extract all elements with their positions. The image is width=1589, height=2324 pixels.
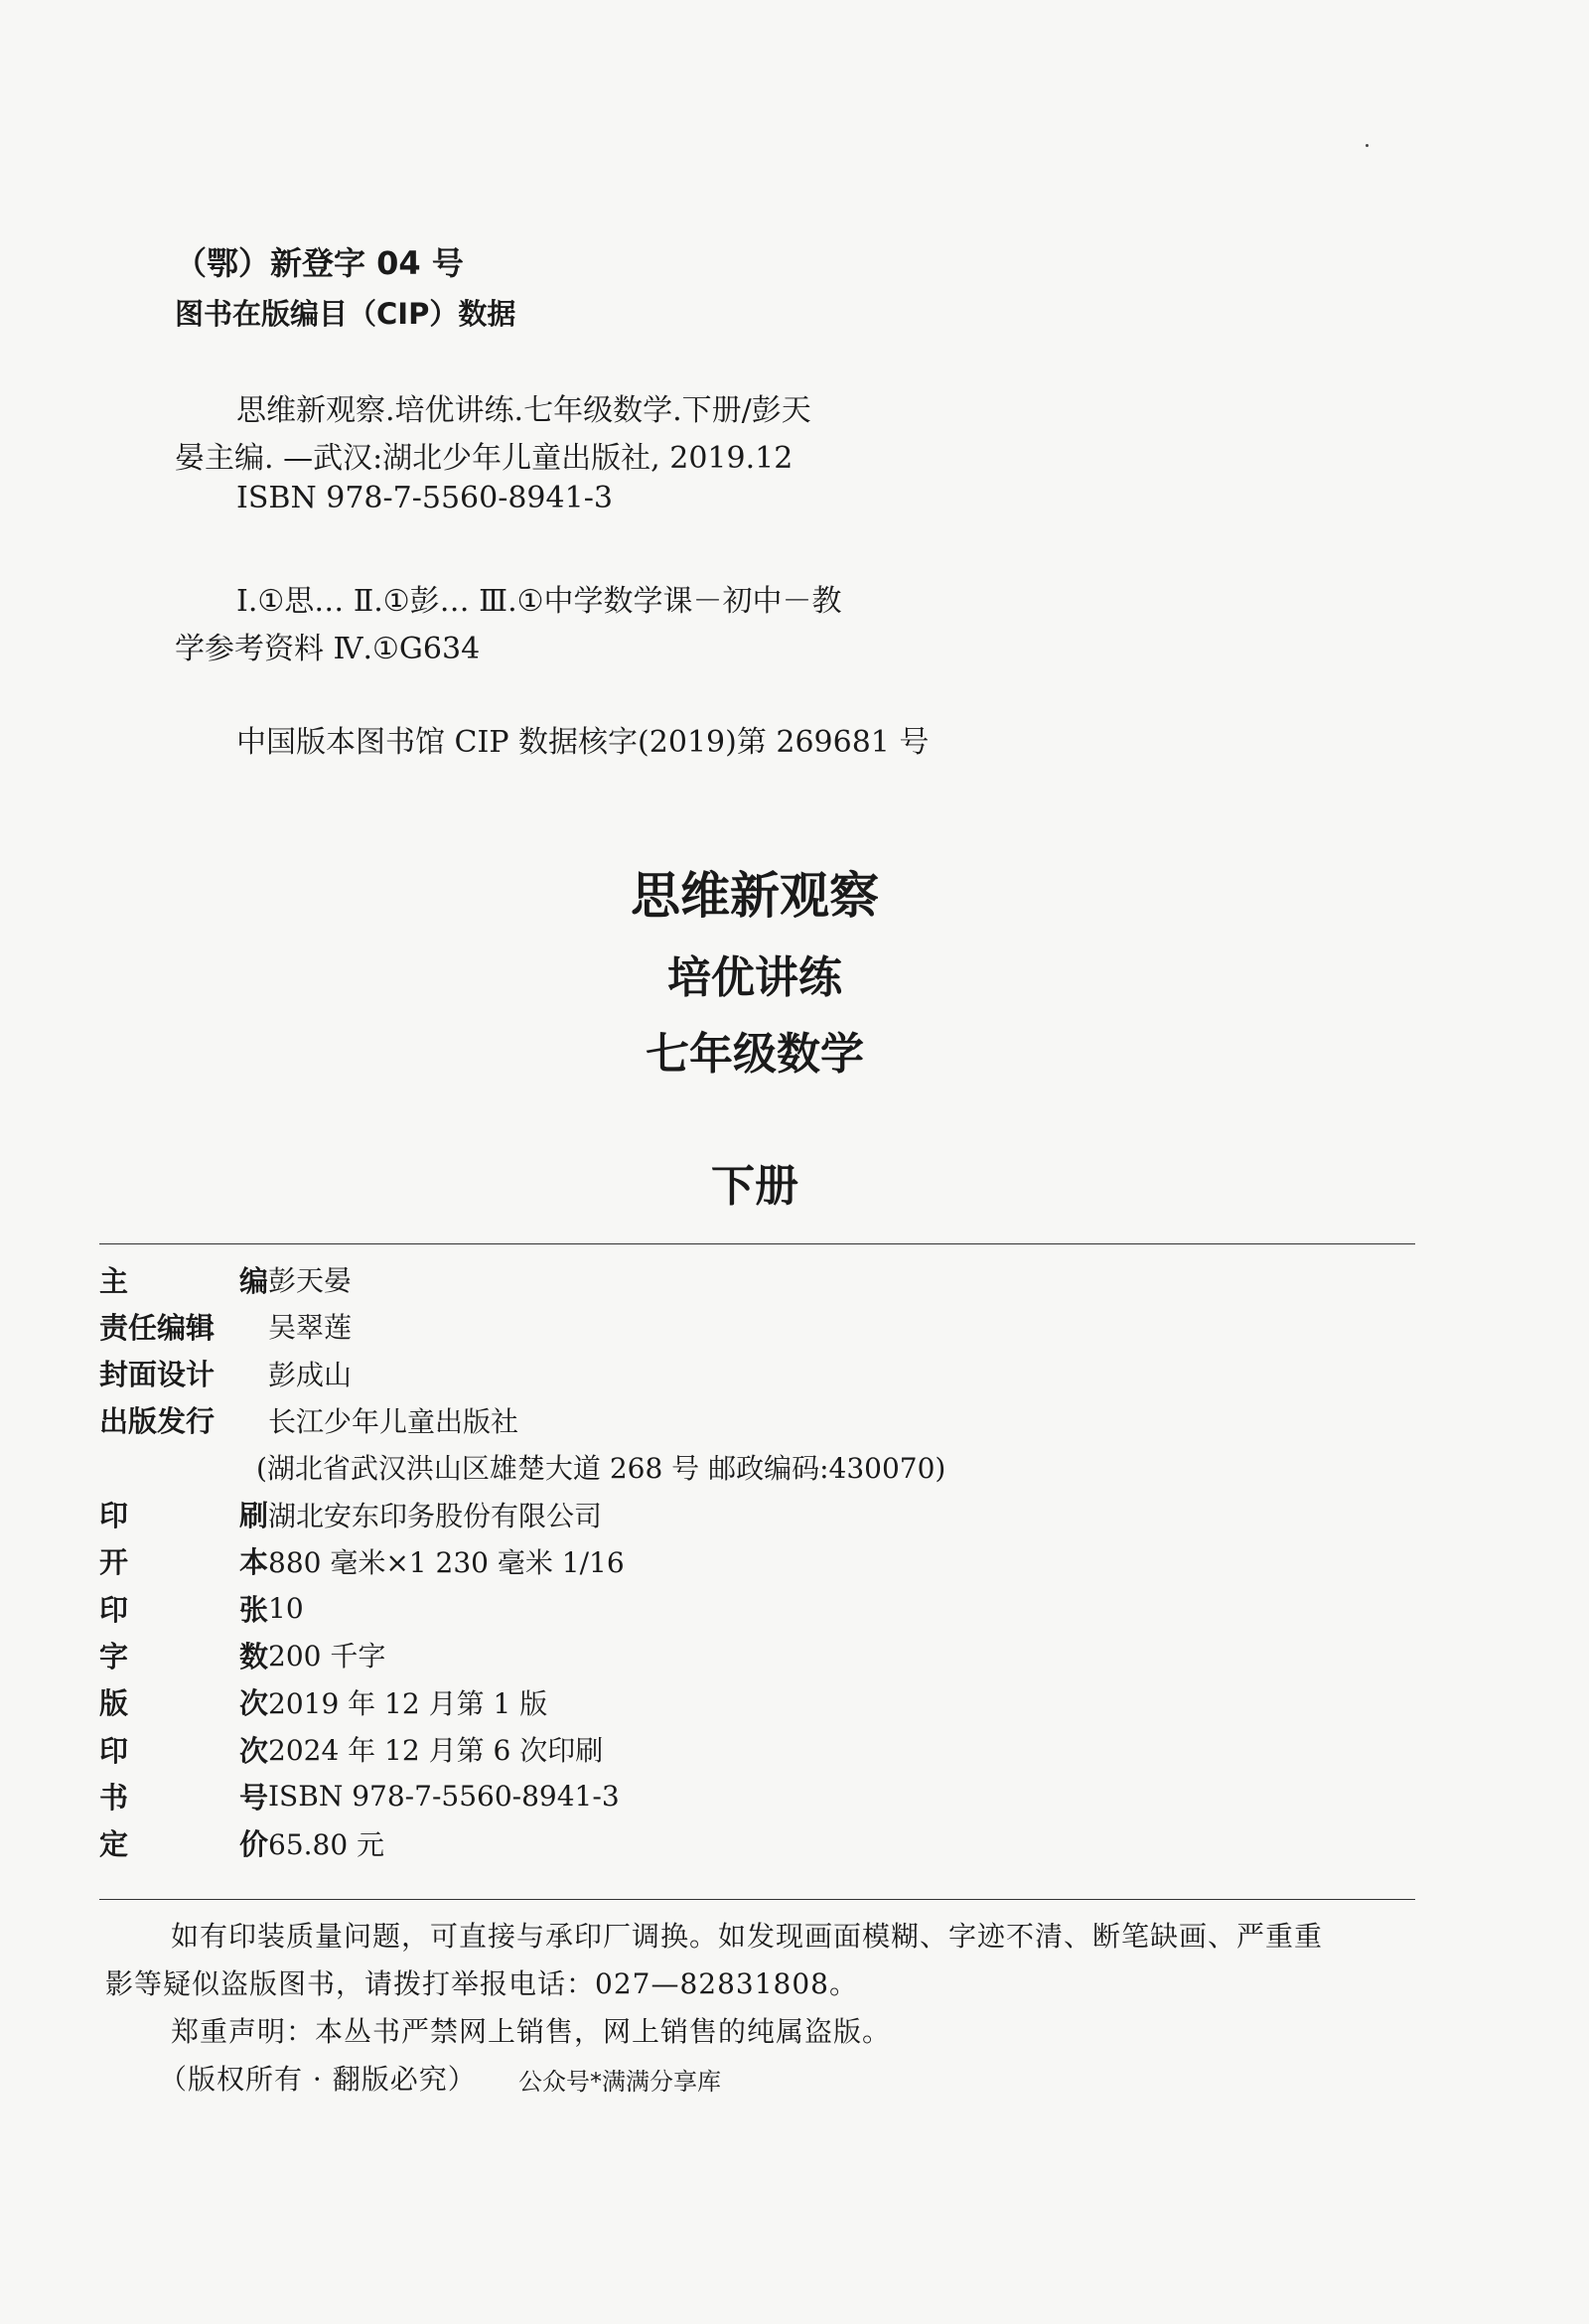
info-label (99, 1353, 268, 1393)
info-value: 10 (268, 1591, 304, 1625)
bottom-divider (99, 1899, 1415, 1900)
footer-extra-text: 公众号*满满分享库 (518, 2068, 721, 2096)
info-row (99, 1776, 620, 1816)
info-label-part: 印 (99, 1499, 129, 1532)
info-row (99, 1823, 385, 1863)
info-label-part: 编 (238, 1263, 268, 1298)
info-value: 65.80 元 (268, 1827, 385, 1861)
info-row (99, 1306, 353, 1346)
info-value: 彭天晏 (268, 1264, 353, 1297)
notice-line-1: 如有印装质量问题，可直接与承印厂调换。如发现画面模糊、字迹不清、断笔缺画、严重重 (171, 1920, 1324, 1953)
info-row (99, 1259, 353, 1299)
info-value: 长江少年儿童出版社 (268, 1404, 519, 1438)
info-label-part: 张 (238, 1592, 268, 1627)
speck (1366, 144, 1369, 147)
info-label (99, 1494, 268, 1534)
info-label-part: 次 (238, 1686, 268, 1721)
info-label-part: 版 (99, 1686, 129, 1721)
info-value: 吴翠莲 (268, 1311, 353, 1345)
copyright-reserved: （版权所有 · 翻版必究） (159, 2063, 477, 2096)
cip-header: 图书在版编目（CIP）数据 (175, 297, 516, 331)
cip-line-1: 思维新观察.培优讲练.七年级数学.下册/彭天 (236, 393, 811, 428)
notice-line-3: 郑重声明：本丛书严禁网上销售，网上销售的纯属盗版。 (171, 2015, 892, 2048)
info-label (99, 1588, 268, 1629)
info-label (99, 1635, 268, 1675)
cip-classification-2: 学参考资料 Ⅳ.①G634 (175, 632, 481, 666)
info-label (99, 1540, 268, 1581)
info-row (99, 1588, 304, 1628)
info-label (99, 1399, 268, 1440)
cip-line-2: 晏主编. —武汉:湖北少年儿童出版社, 2019.12 (175, 441, 794, 476)
info-label (99, 1776, 268, 1816)
book-grade: 七年级数学 (646, 1029, 864, 1080)
info-row (99, 1729, 604, 1769)
info-value: 880 毫米×1 230 毫米 1/16 (268, 1545, 625, 1579)
info-label-part: 字 (99, 1639, 129, 1673)
info-value: 2024 年 12 月第 6 次印刷 (268, 1734, 604, 1767)
info-row (99, 1541, 625, 1581)
info-row (99, 1635, 386, 1674)
info-label-part: 次 (238, 1733, 268, 1768)
info-label (99, 1681, 268, 1722)
cip-record-number: 中国版本图书馆 CIP 数据核字(2019)第 269681 号 (236, 725, 930, 760)
info-label-part: 封面设计 (99, 1358, 216, 1392)
book-volume: 下册 (711, 1161, 798, 1212)
info-label (99, 1822, 268, 1863)
info-label-part: 价 (238, 1827, 268, 1862)
info-value: 彭成山 (268, 1358, 353, 1391)
info-label-part: 本 (238, 1545, 268, 1580)
info-label (99, 1729, 268, 1770)
notice-line-2: 影等疑似盗版图书，请拨打举报电话：027—82831808。 (105, 1967, 858, 2000)
info-row (99, 1682, 548, 1722)
info-label-part: 刷 (238, 1499, 268, 1532)
info-value: 2019 年 12 月第 1 版 (268, 1686, 548, 1720)
cip-isbn: ISBN 978-7-5560-8941-3 (236, 481, 613, 515)
top-divider (99, 1243, 1415, 1244)
book-subtitle: 培优讲练 (667, 952, 842, 1003)
info-value: ISBN 978-7-5560-8941-3 (268, 1779, 620, 1813)
book-title: 思维新观察 (631, 866, 879, 925)
info-row (99, 1400, 519, 1440)
info-label-part: 号 (238, 1780, 268, 1815)
info-row (99, 1447, 946, 1487)
info-label-part: 定 (99, 1827, 129, 1862)
cip-classification-1: Ⅰ.①思… Ⅱ.①彭… Ⅲ.①中学数学课－初中－教 (236, 584, 842, 619)
info-row (99, 1495, 603, 1534)
info-label-part: 印 (99, 1592, 129, 1627)
info-label (99, 1306, 268, 1347)
info-label-part: 印 (99, 1733, 129, 1768)
info-label-part: 书 (99, 1780, 129, 1815)
registration-number: （鄂）新登字 04 号 (175, 244, 464, 282)
info-row (99, 1354, 353, 1393)
info-label-part: 数 (238, 1639, 268, 1673)
info-label-part: 责任编辑 (99, 1310, 216, 1345)
info-label (99, 1259, 268, 1300)
info-value: 200 千字 (268, 1640, 386, 1673)
info-label-part: 出版发行 (99, 1404, 216, 1439)
info-value: 湖北安东印务股份有限公司 (268, 1499, 603, 1532)
info-label-part: 主 (99, 1263, 129, 1298)
info-value: (湖北省武汉洪山区雄楚大道 268 号 邮政编码:430070) (256, 1452, 946, 1486)
info-label-part: 开 (99, 1545, 129, 1580)
